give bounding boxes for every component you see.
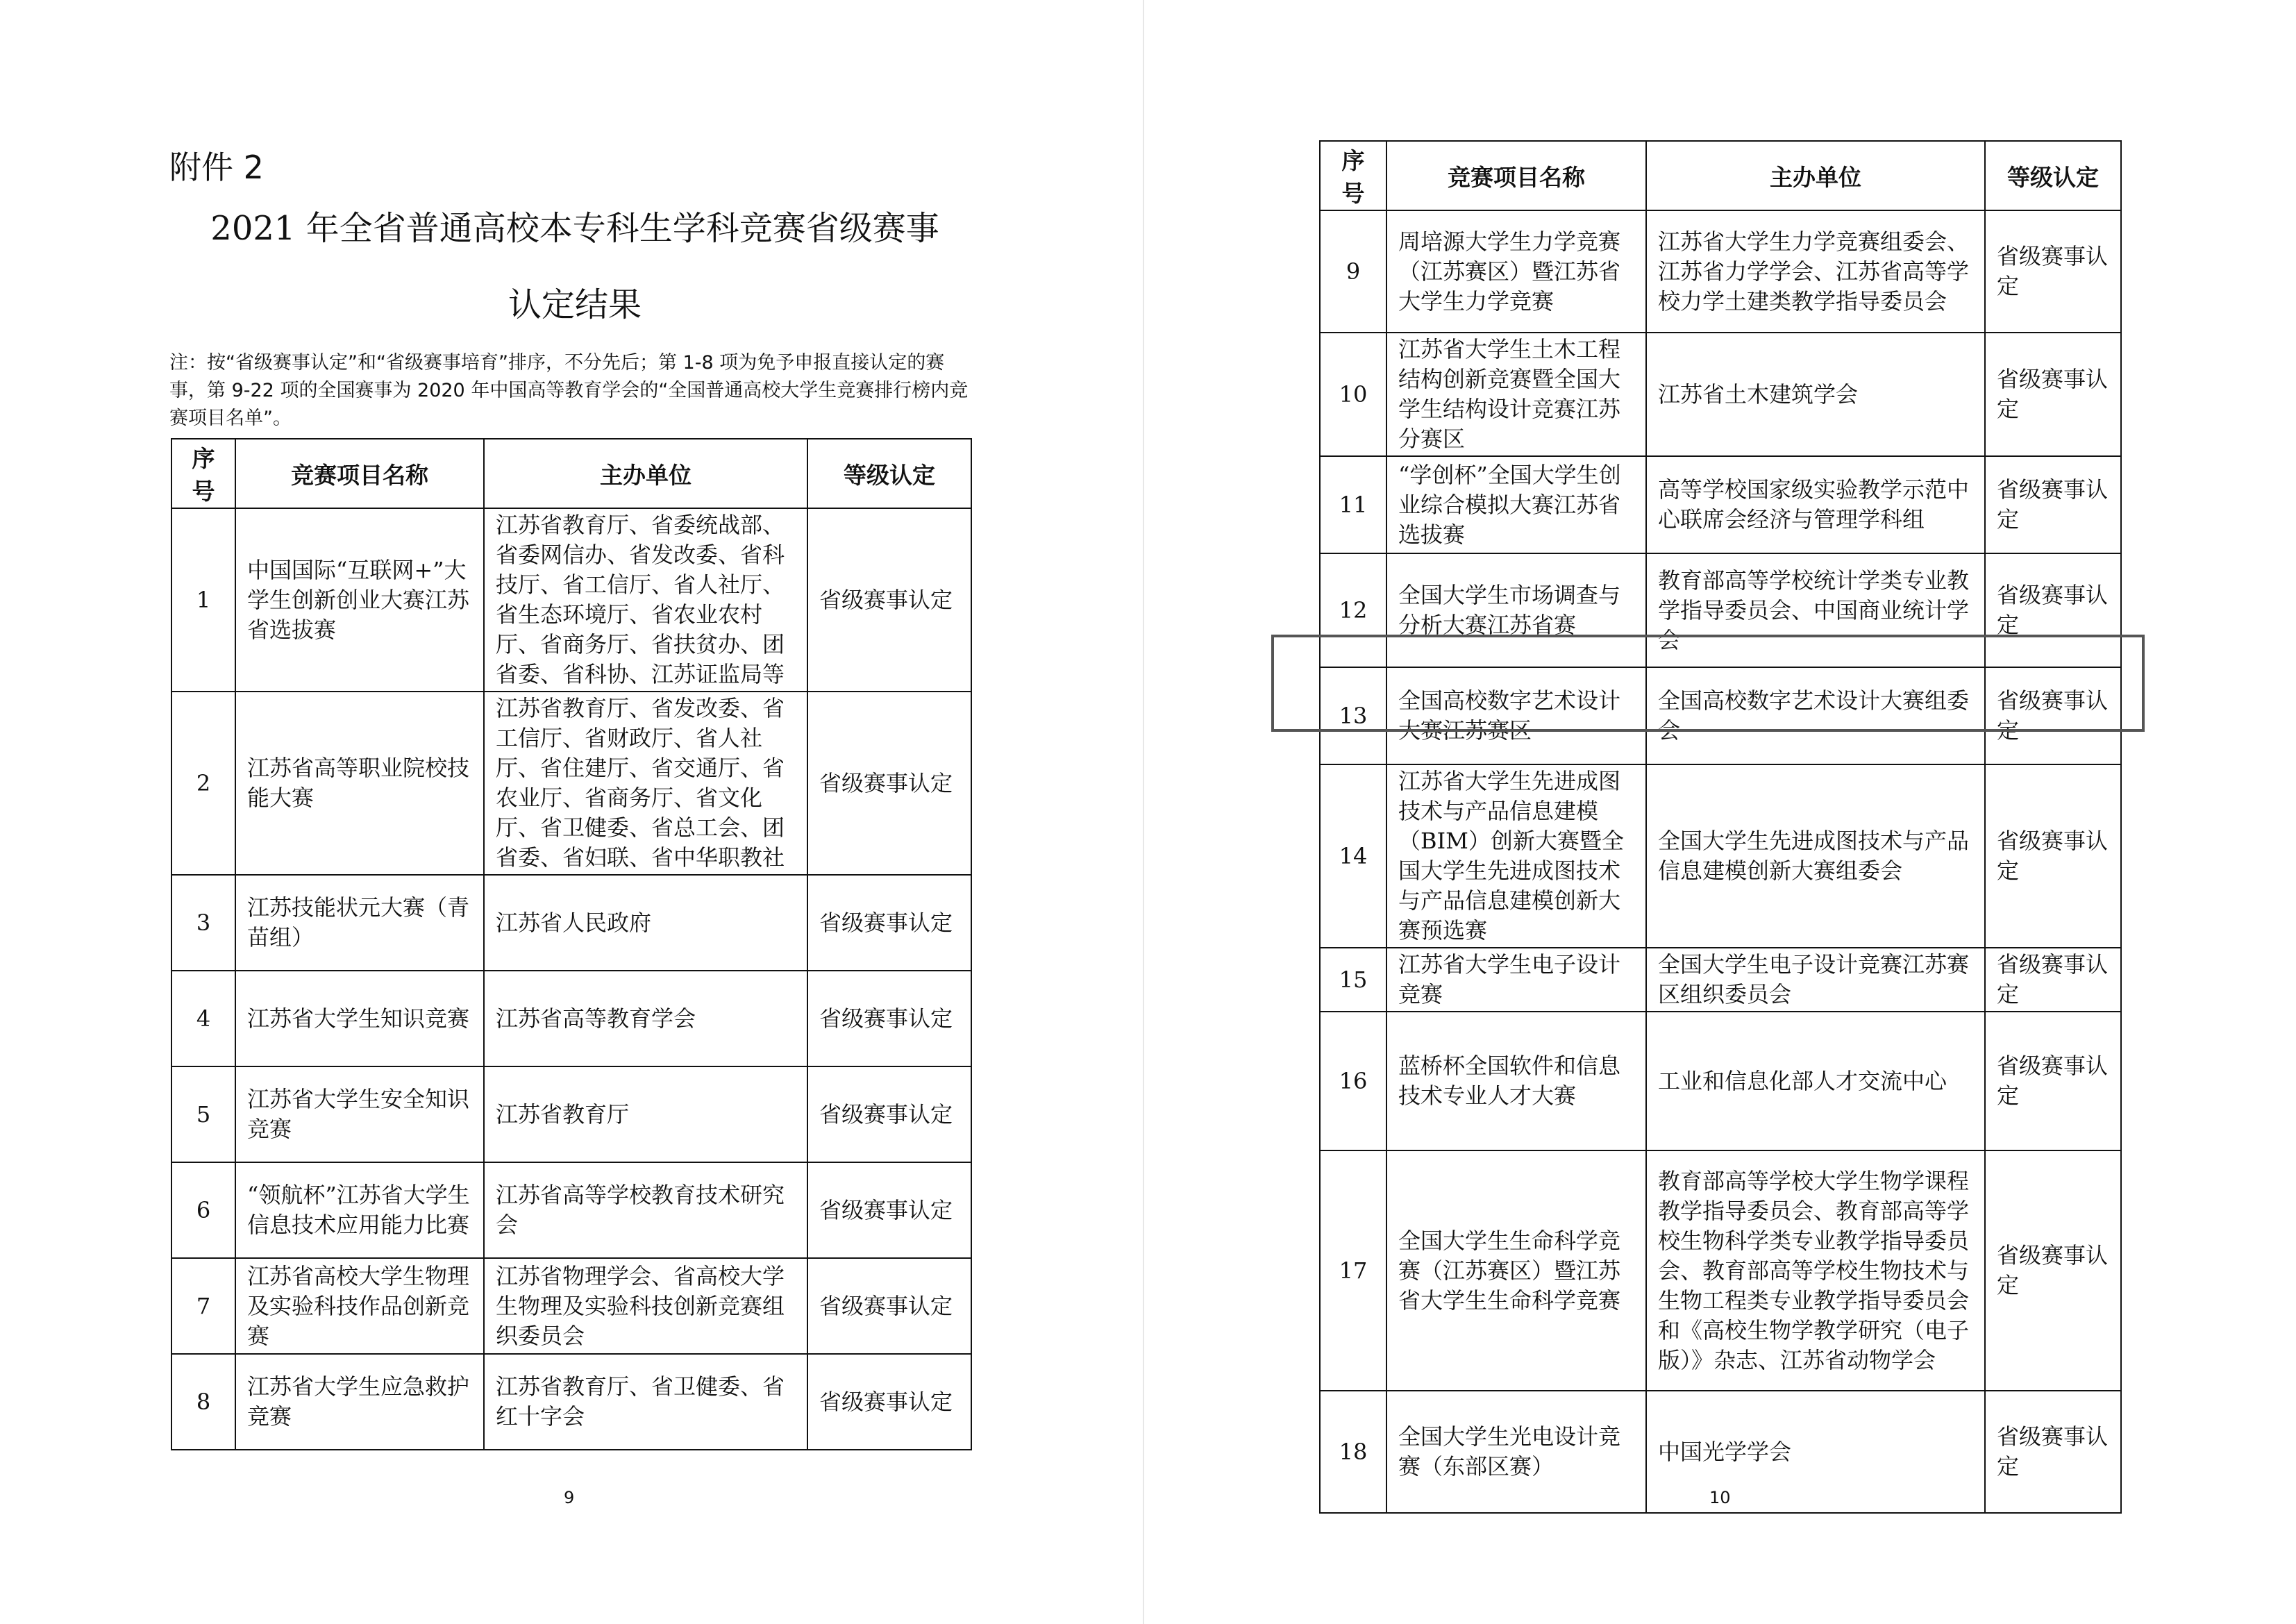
row-number: 15 xyxy=(1320,948,1386,1012)
header-name: 竞赛项目名称 xyxy=(235,439,484,508)
row-number: 5 xyxy=(171,1066,235,1162)
competition-name: 江苏省大学生知识竞赛 xyxy=(235,971,484,1066)
organizer: 全国大学生电子设计竞赛江苏赛区组织委员会 xyxy=(1646,948,1985,1012)
level-cell: 省级赛事认定 xyxy=(1985,667,2121,764)
competition-name: 江苏省高校大学生物理及实验科技作品创新竞赛 xyxy=(235,1258,484,1354)
organizer: 中国光学学会 xyxy=(1646,1391,1985,1513)
row-number: 18 xyxy=(1320,1391,1386,1513)
level-cell: 省级赛事认定 xyxy=(1985,948,2121,1012)
level-cell: 省级赛事认定 xyxy=(1985,553,2121,667)
header-level: 等级认定 xyxy=(1985,141,2121,210)
organizer: 江苏省物理学会、省高校大学生物理及实验科技创新竞赛组织委员会 xyxy=(484,1258,807,1354)
competition-table-right xyxy=(1319,140,2122,1514)
header-no: 序号 xyxy=(1320,141,1386,210)
organizer: 江苏省教育厅、省发改委、省工信厅、省财政厅、省人社厅、省住建厅、省交通厅、省农业厅、省商务厅、省文化厅、省卫健委、省总工会、团省委、省妇联、省中华职教社 xyxy=(484,692,807,875)
header-organizer: 主办单位 xyxy=(484,439,807,508)
row-number: 9 xyxy=(1320,210,1386,333)
page-number: 9 xyxy=(564,1488,575,1507)
organizer: 教育部高等学校统计学类专业教学指导委员会、中国商业统计学会 xyxy=(1646,553,1985,667)
competition-name: 全国大学生光电设计竞赛（东部区赛） xyxy=(1386,1391,1646,1513)
organizer: 江苏省大学生力学竞赛组委会、江苏省力学学会、江苏省高等学校力学土建类教学指导委员会 xyxy=(1646,210,1985,333)
organizer: 江苏省教育厅、省委统战部、省委网信办、省发改委、省科技厅、省工信厅、省人社厅、省生态环境厅、省农业农村厅、省商务厅、省扶贫办、团省委、省科协、江苏证监局等 xyxy=(484,508,807,692)
table-row xyxy=(171,1354,971,1450)
row-number: 7 xyxy=(171,1258,235,1354)
header-level: 等级认定 xyxy=(807,439,971,508)
header-no: 序号 xyxy=(171,439,235,508)
competition-table-left xyxy=(171,438,972,1450)
level-cell: 省级赛事认定 xyxy=(1985,1391,2121,1513)
row-number: 13 xyxy=(1320,667,1386,764)
organizer: 全国大学生先进成图技术与产品信息建模创新大赛组委会 xyxy=(1646,764,1985,948)
organizer: 江苏省教育厅 xyxy=(484,1066,807,1162)
table-row xyxy=(171,508,971,692)
level-cell: 省级赛事认定 xyxy=(807,875,971,971)
competition-name: 全国高校数字艺术设计大赛江苏赛区 xyxy=(1386,667,1646,764)
competition-name: 蓝桥杯全国软件和信息技术专业人才大赛 xyxy=(1386,1012,1646,1150)
level-cell: 省级赛事认定 xyxy=(807,971,971,1066)
competition-name: 江苏技能状元大赛（青苗组） xyxy=(235,875,484,971)
table-row xyxy=(1320,210,2121,333)
level-cell: 省级赛事认定 xyxy=(1985,764,2121,948)
competition-name: 江苏省大学生先进成图技术与产品信息建模（BIM）创新大赛暨全国大学生先进成图技术与产品信息建模创新大赛预选赛 xyxy=(1386,764,1646,948)
row-number: 14 xyxy=(1320,764,1386,948)
page-number: 10 xyxy=(1709,1488,1731,1507)
document-title-line2: 认定结果 xyxy=(508,285,642,324)
row-number: 2 xyxy=(171,692,235,875)
competition-name: “领航杯”江苏省大学生信息技术应用能力比赛 xyxy=(235,1162,484,1258)
table-row xyxy=(171,1258,971,1354)
table-row xyxy=(1320,764,2121,948)
row-number: 17 xyxy=(1320,1150,1386,1391)
organizer: 全国高校数字艺术设计大赛组委会 xyxy=(1646,667,1985,764)
organizer: 江苏省人民政府 xyxy=(484,875,807,971)
organizer: 教育部高等学校大学生物学课程教学指导委员会、教育部高等学校生物科学类专业教学指导委员会、教育部高等学校生物技术与生物工程类专业教学指导委员会和《高校生物学教学研究（电子版）》杂志、江苏省动物学会 xyxy=(1646,1150,1985,1391)
table-row xyxy=(1320,948,2121,1012)
competition-name: 全国大学生市场调查与分析大赛江苏省赛 xyxy=(1386,553,1646,667)
level-cell: 省级赛事认定 xyxy=(807,508,971,692)
competition-name: 全国大学生生命科学竞赛（江苏赛区）暨江苏省大学生生命科学竞赛 xyxy=(1386,1150,1646,1391)
level-cell: 省级赛事认定 xyxy=(807,1162,971,1258)
level-cell: 省级赛事认定 xyxy=(807,1258,971,1354)
table-row xyxy=(171,971,971,1066)
competition-name: “学创杯”全国大学生创业综合模拟大赛江苏省选拔赛 xyxy=(1386,456,1646,553)
competition-name: 中国国际“互联网+”大学生创新创业大赛江苏省选拔赛 xyxy=(235,508,484,692)
competition-name: 江苏省大学生电子设计竞赛 xyxy=(1386,948,1646,1012)
row-number: 10 xyxy=(1320,333,1386,456)
row-number: 11 xyxy=(1320,456,1386,553)
competition-name: 周培源大学生力学竞赛（江苏赛区）暨江苏省大学生力学竞赛 xyxy=(1386,210,1646,333)
row-number: 1 xyxy=(171,508,235,692)
level-cell: 省级赛事认定 xyxy=(1985,456,2121,553)
row-number: 12 xyxy=(1320,553,1386,667)
competition-name: 江苏省高等职业院校技能大赛 xyxy=(235,692,484,875)
table-row xyxy=(171,875,971,971)
attachment-label: 附件 2 xyxy=(169,149,264,186)
table-row xyxy=(171,1066,971,1162)
left-page xyxy=(0,0,1144,1624)
table-row xyxy=(171,692,971,875)
organizer: 高等学校国家级实验教学示范中心联席会经济与管理学科组 xyxy=(1646,456,1985,553)
table-row xyxy=(1320,456,2121,553)
organizer: 江苏省教育厅、省卫健委、省红十字会 xyxy=(484,1354,807,1450)
row-number: 6 xyxy=(171,1162,235,1258)
header-name: 竞赛项目名称 xyxy=(1386,141,1646,210)
competition-name: 江苏省大学生安全知识竞赛 xyxy=(235,1066,484,1162)
level-cell: 省级赛事认定 xyxy=(807,692,971,875)
organizer: 江苏省高等教育学会 xyxy=(484,971,807,1066)
level-cell: 省级赛事认定 xyxy=(1985,210,2121,333)
row-number: 4 xyxy=(171,971,235,1066)
table-row xyxy=(1320,1012,2121,1150)
table-row xyxy=(1320,1150,2121,1391)
level-cell: 省级赛事认定 xyxy=(807,1066,971,1162)
highlight-box xyxy=(1271,635,2145,732)
row-number: 16 xyxy=(1320,1012,1386,1150)
table-row xyxy=(1320,333,2121,456)
organizer: 工业和信息化部人才交流中心 xyxy=(1646,1012,1985,1150)
row-number: 8 xyxy=(171,1354,235,1450)
level-cell: 省级赛事认定 xyxy=(1985,1012,2121,1150)
organizer: 江苏省土木建筑学会 xyxy=(1646,333,1985,456)
competition-name: 江苏省大学生土木工程结构创新竞赛暨全国大学生结构设计竞赛江苏分赛区 xyxy=(1386,333,1646,456)
organizer: 江苏省高等学校教育技术研究会 xyxy=(484,1162,807,1258)
row-number: 3 xyxy=(171,875,235,971)
level-cell: 省级赛事认定 xyxy=(807,1354,971,1450)
level-cell: 省级赛事认定 xyxy=(1985,333,2121,456)
level-cell: 省级赛事认定 xyxy=(1985,1150,2121,1391)
header-organizer: 主办单位 xyxy=(1646,141,1985,210)
table-row xyxy=(171,1162,971,1258)
competition-name: 江苏省大学生应急救护竞赛 xyxy=(235,1354,484,1450)
note-text: 注：按“省级赛事认定”和“省级赛事培育”排序，不分先后；第 1-8 项为免予申报直接认定的赛事，第 9-22 项的全国赛事为 2020 年中国高等教育学会的“全国普通高校大学生竞赛排行榜内竞赛项目名单”。 xyxy=(169,352,969,429)
document-title: 2021 年全省普通高校本专科生学科竞赛省级赛事 xyxy=(210,209,939,248)
